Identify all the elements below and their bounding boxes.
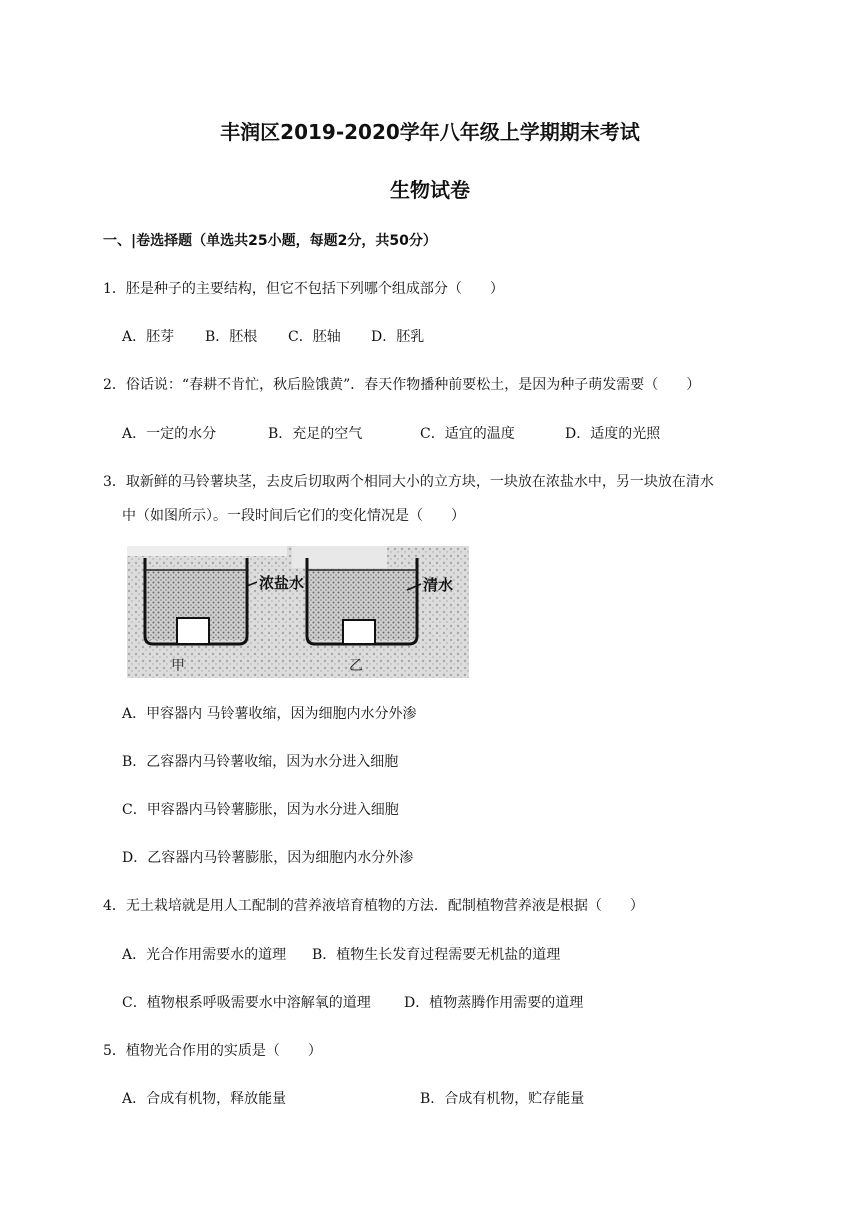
exam-subtitle: 生物试卷 <box>390 178 470 202</box>
question-4-stem: 4．无土栽培就是用人工配制的营养液培育植物的方法．配制植物营养液是根据（ ） <box>103 898 644 914</box>
question-1-stem: 1．胚是种子的主要结构，但它不包括下列哪个组成部分（ ） <box>103 281 504 297</box>
question-4-option-b: B．植物生长发育过程需要无机盐的道理 <box>312 947 561 963</box>
question-4-option-a: A．光合作用需要水的道理 <box>122 947 287 963</box>
question-5-stem: 5．植物光合作用的实质是（ ） <box>103 1043 322 1059</box>
left-solution-label: 浓盐水 <box>259 574 305 592</box>
question-3-stem-line-1: 3．取新鲜的马铃薯块茎，去皮后切取两个相同大小的立方块，一块放在浓盐水中，另一块放在清水 <box>103 474 714 490</box>
question-2-stem: 2．俗话说：“春耕不肯忙，秋后脸饿黄”．春天作物播种前要松土，是因为种子萌发需要（ ） <box>103 377 701 393</box>
question-2-option-b: B．充足的空气 <box>268 426 363 442</box>
question-3-stem-line-2: 中（如图所示）。一段时间后它们的变化情况是（ ） <box>122 508 465 524</box>
right-solution-label: 清水 <box>423 576 454 594</box>
left-beaker <box>145 558 257 644</box>
question-5-option-a: A．合成有机物，释放能量 <box>122 1091 287 1107</box>
beakers-illustration <box>127 546 469 678</box>
question-3-option-d: D．乙容器内马铃薯膨胀，因为细胞内水分外渗 <box>122 850 414 866</box>
right-potato-cube <box>343 620 375 644</box>
right-caption: 乙 <box>349 658 363 674</box>
left-caption: 甲 <box>171 658 185 674</box>
question-1-option-b: B．胚根 <box>205 329 258 345</box>
question-3-option-a: A．甲容器内 马铃薯收缩，因为细胞内水分外渗 <box>122 706 417 722</box>
question-4-option-c: C．植物根系呼吸需要水中溶解氧的道理 <box>122 995 371 1011</box>
question-4-option-d: D．植物蒸腾作用需要的道理 <box>404 995 584 1011</box>
exam-title: 丰润区2019-2020学年八年级上学期期末考试 <box>220 120 640 144</box>
question-3-figure <box>127 546 469 678</box>
left-potato-cube <box>177 618 209 644</box>
question-1-option-a: A．胚芽 <box>122 329 175 345</box>
question-1-option-c: C．胚轴 <box>288 329 341 345</box>
question-3-option-b: B．乙容器内马铃薯收缩，因为水分进入细胞 <box>122 754 399 770</box>
section-heading: 一、|卷选择题（单选共25小题，每题2分，共50分） <box>103 233 437 249</box>
question-1-option-d: D．胚乳 <box>371 329 425 345</box>
right-beaker <box>307 558 421 644</box>
question-2-option-a: A．一定的水分 <box>122 426 217 442</box>
question-3-option-c: C．甲容器内马铃薯膨胀，因为水分进入细胞 <box>122 802 399 818</box>
question-2-option-c: C．适宜的温度 <box>420 426 515 442</box>
question-5-option-b: B．合成有机物，贮存能量 <box>420 1091 585 1107</box>
question-2-option-d: D．适度的光照 <box>565 426 661 442</box>
